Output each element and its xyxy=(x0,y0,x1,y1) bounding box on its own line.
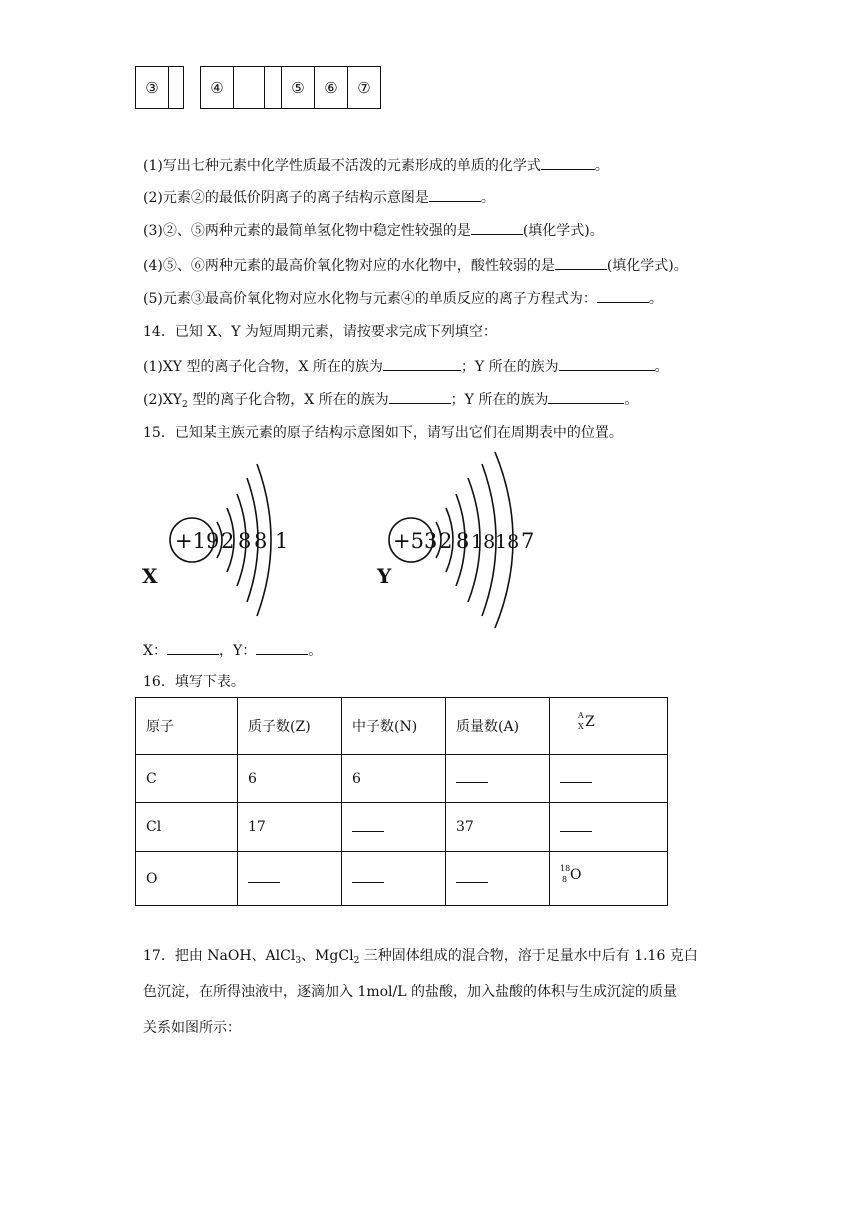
cell-symbol-blank[interactable] xyxy=(550,755,668,803)
cell-z-blank[interactable] xyxy=(238,852,342,906)
cell-a-blank[interactable] xyxy=(446,755,550,803)
y-shell-8: 8 xyxy=(456,529,470,553)
cell-atom: Cl xyxy=(136,803,238,852)
y-nucleus: +53 xyxy=(393,529,438,553)
nuclide-notation: A X Z xyxy=(578,711,595,731)
cell-atom: C xyxy=(136,755,238,803)
x-shell-2: 2 xyxy=(221,529,235,553)
strip-cell: ⑦ xyxy=(348,67,381,109)
q15-answer: X： ，Y： 。 xyxy=(143,640,322,661)
nuclide-notation: 18 8 O xyxy=(560,863,582,884)
answer-blank[interactable] xyxy=(256,640,308,655)
header-a: 质量数(A) xyxy=(446,698,550,755)
header-atom: 原子 xyxy=(136,698,238,755)
header-symbol xyxy=(550,698,668,755)
q13-item-3: (3)②、⑤两种元素的最简单氢化物中稳定性较强的是 (填化学式)。 xyxy=(143,220,604,241)
answer-blank[interactable] xyxy=(429,187,481,202)
cell-atom: O xyxy=(136,852,238,906)
strip-gap xyxy=(184,67,201,109)
atomic-structure-diagrams xyxy=(135,450,555,635)
q17-line-2: 色沉淀，在所得浊液中，逐滴加入 1mol/L 的盐酸，加入盐酸的体积与生成沉淀的质量 xyxy=(143,984,678,1000)
cell-z: 17 xyxy=(238,803,342,852)
strip-cell xyxy=(234,67,265,109)
x-shell-1: 1 xyxy=(275,529,289,553)
answer-blank[interactable] xyxy=(597,288,649,303)
y-shell-18: 18 xyxy=(471,531,496,553)
strip-cell xyxy=(169,67,184,109)
q16-stem: 16．填写下表。 xyxy=(143,674,245,690)
y-label: Y xyxy=(377,564,392,588)
isotope-table xyxy=(135,697,668,906)
q13-item-2: (2)元素②的最低价阴离子的离子结构示意图是 。 xyxy=(143,187,495,208)
header-n: 中子数(N) xyxy=(342,698,446,755)
q17-line-1: 17．把由 NaOH、AlCl$_3$、MgCl$_2$ 三种固体组成的混合物，溶于足量水中后有 1.16 克白 xyxy=(143,948,698,966)
cell-n: 6 xyxy=(342,755,446,803)
q15-stem: 15．已知某主族元素的原子结构示意图如下，请写出它们在周期表中的位置。 xyxy=(143,425,623,441)
q14-item-2: $(2)XY_2$ 型的离子化合物，X 所在的族为 ；Y 所在的族为 。 xyxy=(143,389,638,410)
cell-symbol-blank[interactable] xyxy=(550,803,668,852)
strip-cell: ④ xyxy=(201,67,234,109)
strip-cell: ⑤ xyxy=(282,67,315,109)
header-z: 质子数(Z) xyxy=(238,698,342,755)
answer-blank[interactable] xyxy=(541,155,595,170)
q13-item-4: (4)⑤、⑥两种元素的最高价氧化物对应的水化物中，酸性较弱的是 (填化学式)。 xyxy=(143,255,688,276)
cell-z: 6 xyxy=(238,755,342,803)
table-row xyxy=(136,803,668,852)
cell-symbol xyxy=(550,852,668,906)
x-nucleus: +19 xyxy=(175,529,220,553)
x-shell-8: 8 xyxy=(238,529,252,553)
table-row xyxy=(136,852,668,906)
answer-blank[interactable] xyxy=(383,356,461,371)
x-label: X xyxy=(142,564,158,588)
strip-cell xyxy=(265,67,282,109)
q13-item-5: (5)元素③最高价氧化物对应水化物与元素④的单质反应的离子方程式为： 。 xyxy=(143,288,663,309)
table-header-row xyxy=(136,698,668,755)
table-row xyxy=(136,755,668,803)
answer-blank[interactable] xyxy=(471,220,523,235)
answer-blank[interactable] xyxy=(555,255,607,270)
answer-blank[interactable] xyxy=(548,389,624,404)
cell-n-blank[interactable] xyxy=(342,852,446,906)
x-shell-8: 8 xyxy=(254,529,268,553)
q13-item-1: (1)写出七种元素中化学性质最不活泼的元素形成的单质的化学式 。 xyxy=(143,155,609,176)
answer-blank[interactable] xyxy=(559,356,655,371)
q14-stem: 14．已知 X、Y 为短周期元素，请按要求完成下列填空： xyxy=(143,324,497,340)
y-shell-7: 7 xyxy=(521,529,535,553)
answer-blank[interactable] xyxy=(167,640,219,655)
cell-a: 37 xyxy=(446,803,550,852)
cell-a-blank[interactable] xyxy=(446,852,550,906)
y-shell-18: 18 xyxy=(495,531,520,553)
q14-item-1: (1)XY 型的离子化合物，X 所在的族为 ；Y 所在的族为 。 xyxy=(143,356,669,377)
element-strip xyxy=(135,66,381,109)
q17-line-3: 关系如图所示： xyxy=(143,1020,241,1036)
answer-blank[interactable] xyxy=(389,389,451,404)
strip-cell: ③ xyxy=(136,67,169,109)
y-shell-2: 2 xyxy=(439,529,453,553)
cell-n-blank[interactable] xyxy=(342,803,446,852)
strip-cell: ⑥ xyxy=(315,67,348,109)
